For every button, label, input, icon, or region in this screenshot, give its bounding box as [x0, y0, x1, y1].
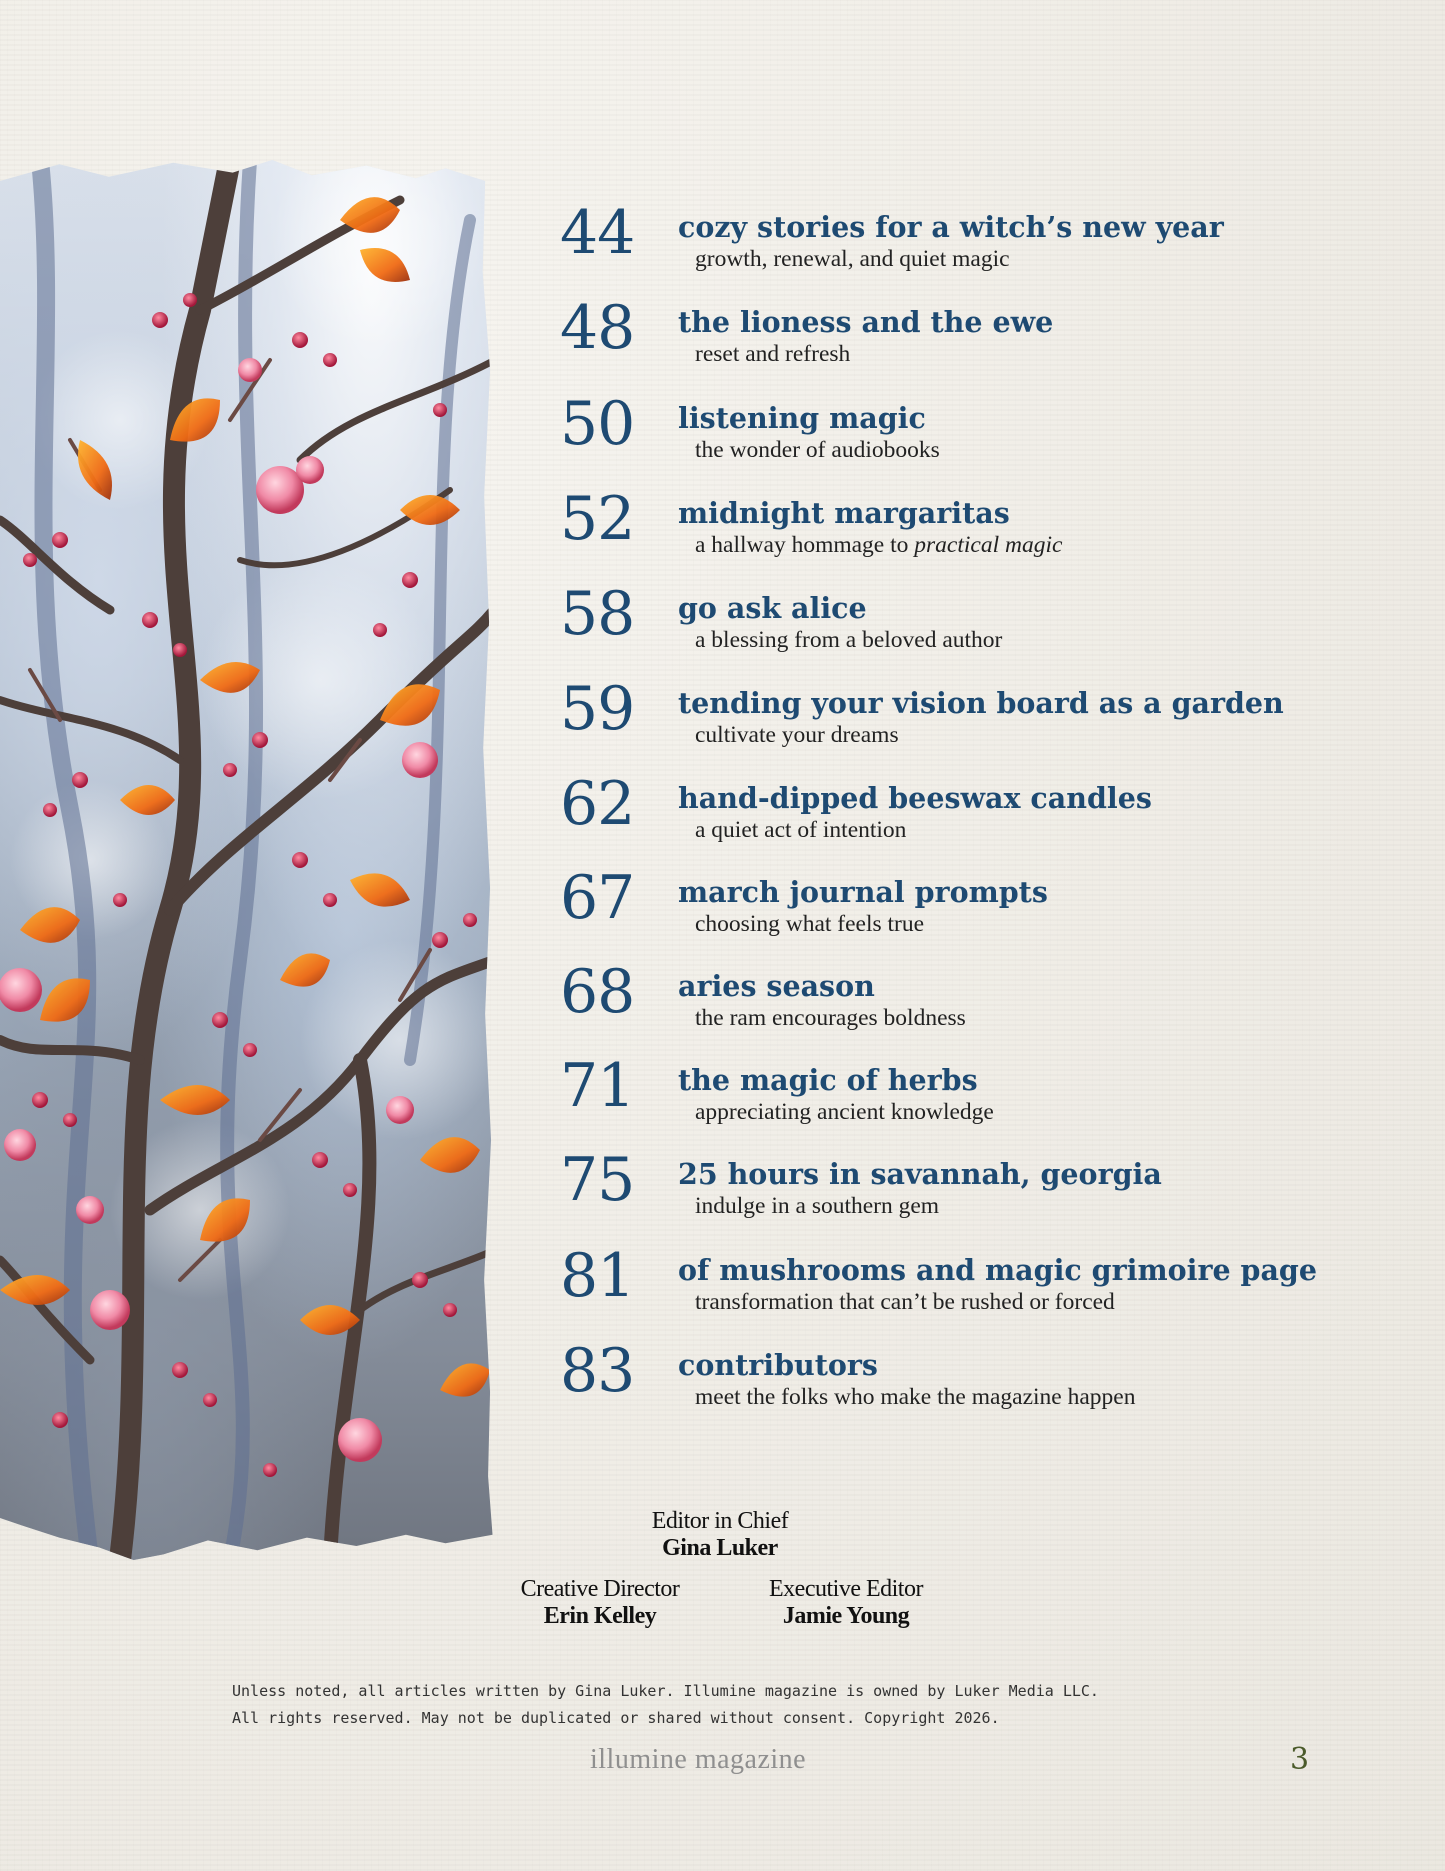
- toc-entry[interactable]: [560, 1145, 1420, 1239]
- toc-subtitle: the wonder of audiobooks: [695, 437, 940, 463]
- toc-entry[interactable]: [560, 1336, 1420, 1430]
- credit-name: Jamie Young: [782, 1603, 910, 1629]
- toc-subtitle: cultivate your dreams: [695, 722, 899, 748]
- toc-subtitle: indulge in a southern gem: [695, 1193, 940, 1219]
- toc-page-number: 68: [560, 957, 635, 1027]
- toc-title: 25 hours in savannah, georgia: [678, 1157, 1162, 1191]
- toc-subtitle: reset and refresh: [695, 341, 851, 367]
- toc-page-number: 62: [560, 769, 635, 839]
- toc-entry[interactable]: [560, 1241, 1420, 1335]
- toc-title: midnight margaritas: [678, 496, 1010, 530]
- toc-subtitle: growth, renewal, and quiet magic: [695, 246, 1010, 272]
- toc-title: the magic of herbs: [678, 1063, 978, 1097]
- page-number: 3: [1290, 1742, 1310, 1777]
- toc-entry[interactable]: [560, 198, 1420, 292]
- toc-entry[interactable]: [560, 389, 1420, 483]
- toc-subtitle: a blessing from a beloved author: [695, 627, 1003, 653]
- toc-title: tending your vision board as a garden: [678, 686, 1284, 720]
- toc-page-number: 75: [560, 1145, 635, 1215]
- branches-illustration: [0, 160, 495, 1560]
- disclaimer-line: Unless noted, all articles written by Gina Luker. Illumine magazine is owned by Luker Media LLC.: [232, 1682, 1099, 1700]
- credit-role: Creative Director: [520, 1576, 680, 1602]
- blossom-branches-photo: [0, 160, 495, 1560]
- toc-page-number: 50: [560, 389, 635, 459]
- toc-entry[interactable]: [560, 957, 1420, 1051]
- credit-executive-editor: [726, 1576, 966, 1630]
- credit-role: Editor in Chief: [651, 1508, 789, 1534]
- toc-entry[interactable]: [560, 579, 1420, 673]
- disclaimer-line: All rights reserved. May not be duplicated or shared without consent. Copyright 2026.: [232, 1709, 1000, 1727]
- toc-title: of mushrooms and magic grimoire page: [678, 1253, 1317, 1287]
- toc-title: the lioness and the ewe: [678, 305, 1054, 339]
- toc-page-number: 52: [560, 484, 635, 554]
- toc-subtitle: a quiet act of intention: [695, 817, 907, 843]
- toc-title: cozy stories for a witch’s new year: [678, 210, 1224, 244]
- toc-entry[interactable]: [560, 769, 1420, 863]
- toc-subtitle: appreciating ancient knowledge: [695, 1099, 994, 1125]
- toc-subtitle-italic: practical magic: [914, 532, 1063, 558]
- toc-entry[interactable]: [560, 293, 1420, 387]
- toc-title: march journal prompts: [678, 875, 1048, 909]
- toc-title: hand-dipped beeswax candles: [678, 781, 1152, 815]
- toc-entry[interactable]: [560, 863, 1420, 957]
- credit-creative-director: [480, 1576, 720, 1630]
- toc-page-number: 81: [560, 1241, 635, 1311]
- toc-page-number: 71: [560, 1051, 635, 1121]
- toc-page-number: 67: [560, 863, 635, 933]
- toc-page-number: 44: [560, 198, 635, 268]
- toc-title: listening magic: [678, 401, 926, 435]
- toc-subtitle: transformation that can’t be rushed or forced: [695, 1289, 1115, 1315]
- toc-page-number: 59: [560, 674, 635, 744]
- toc-entry[interactable]: [560, 1051, 1420, 1145]
- toc-page-number: 58: [560, 579, 635, 649]
- toc-title: go ask alice: [678, 591, 867, 625]
- copyright-disclaimer: [232, 1678, 1099, 1732]
- toc-page-number: 83: [560, 1336, 635, 1406]
- toc-entry[interactable]: [560, 674, 1420, 768]
- toc-title: aries season: [678, 969, 875, 1003]
- toc-subtitle: choosing what feels true: [695, 911, 925, 937]
- toc-page-number: 48: [560, 293, 635, 363]
- toc-title: contributors: [678, 1348, 878, 1382]
- toc-subtitle: [695, 532, 1062, 558]
- magazine-name: illumine magazine: [590, 1744, 807, 1775]
- credit-role: Executive Editor: [769, 1576, 923, 1602]
- toc-subtitle: meet the folks who make the magazine happen: [695, 1384, 1136, 1410]
- toc-subtitle-text: a hallway hommage to: [695, 532, 915, 558]
- toc-subtitle: the ram encourages boldness: [695, 1005, 966, 1031]
- toc-entry[interactable]: [560, 484, 1420, 578]
- credit-name: Erin Kelley: [543, 1603, 657, 1629]
- credit-name: Gina Luker: [662, 1535, 778, 1561]
- credit-editor-in-chief: [580, 1508, 860, 1562]
